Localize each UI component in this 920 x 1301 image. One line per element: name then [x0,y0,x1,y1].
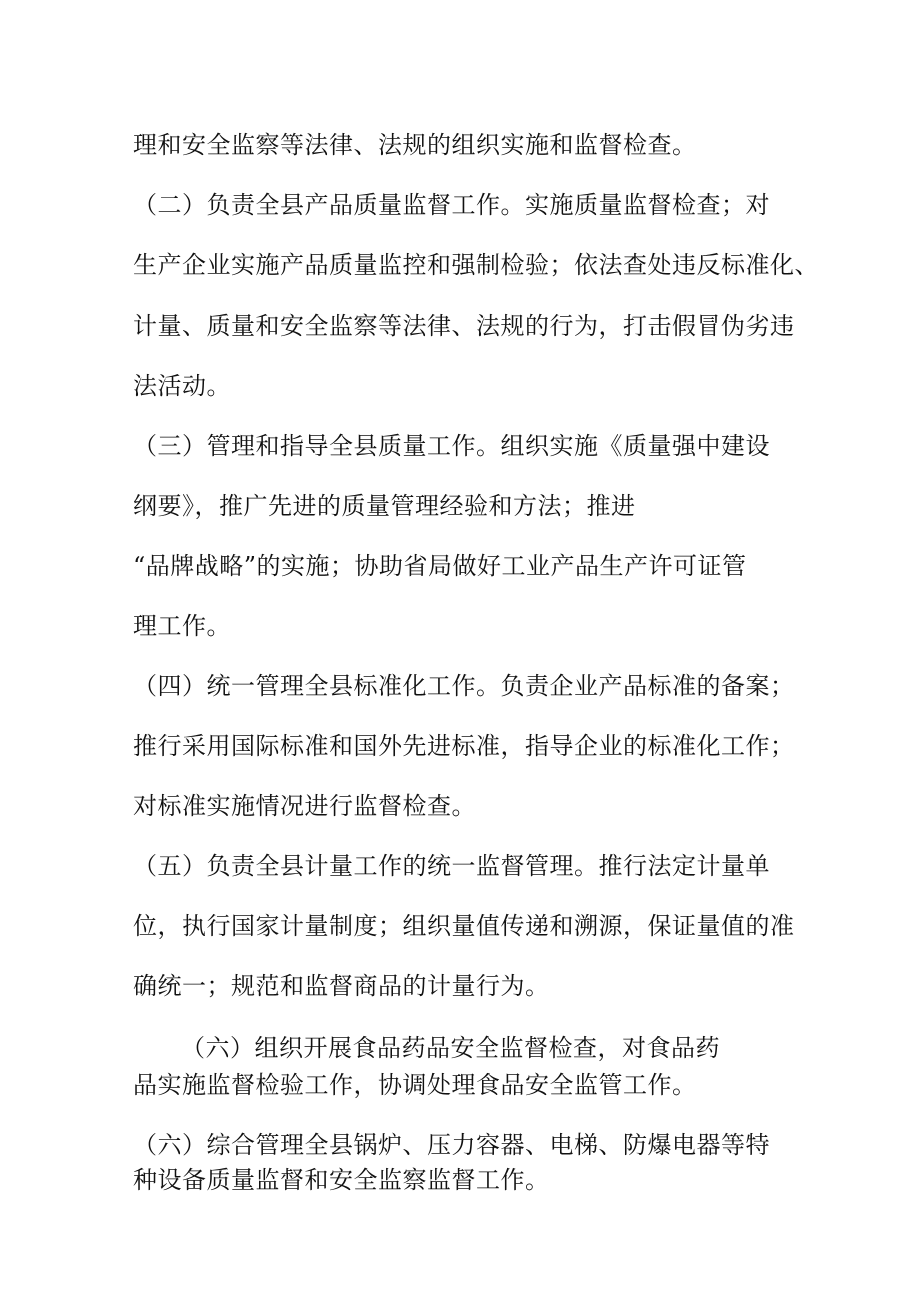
text-line-10: （四）统一管理全县标准化工作。负责企业产品标准的备案； [133,672,795,700]
text-line-7: 纲要》，推广先进的质量管理经验和方法；推进 [133,492,636,520]
text-line-9: 理工作。 [133,612,231,640]
text-line-18: （六）综合管理全县锅炉、压力容器、电梯、防爆电器等特 [133,1131,770,1159]
text-line-17: 品实施监督检验工作，协调处理食品安全监管工作。 [133,1071,697,1099]
text-line-15: 确统一；规范和监督商品的计量行为。 [133,972,550,1000]
text-line-2: （二）负责全县产品质量监督工作。实施质量监督检查；对 [133,191,770,219]
text-line-19: 种设备质量监督和安全监察监督工作。 [133,1166,550,1194]
text-line-8: “品牌战略”的实施；协助省局做好工业产品生产许可证管 [133,552,747,580]
text-line-12: 对标准实施情况进行监督检查。 [133,792,476,820]
text-line-6: （三）管理和指导全县质量工作。组织实施《质量强中建设 [133,432,770,460]
text-line-4: 计量、质量和安全监察等法律、法规的行为，打击假冒伪劣违 [133,312,795,340]
text-line-14: 位，执行国家计量制度；组织量值传递和溯源，保证量值的准 [133,912,795,940]
text-line-13: （五）负责全县计量工作的统一监督管理。推行法定计量单 [133,852,770,880]
text-line-16: （六）组织开展食品药品安全监督检查，对食品药 [181,1034,720,1062]
text-line-11: 推行采用国际标准和国外先进标准，指导企业的标准化工作； [133,732,795,760]
text-line-1: 理和安全监察等法律、法规的组织实施和监督检查。 [133,131,697,159]
text-line-5: 法活动。 [133,372,231,400]
text-line-3: 生产企业实施产品质量监控和强制检验；依法查处违反标准化、 [133,251,819,279]
